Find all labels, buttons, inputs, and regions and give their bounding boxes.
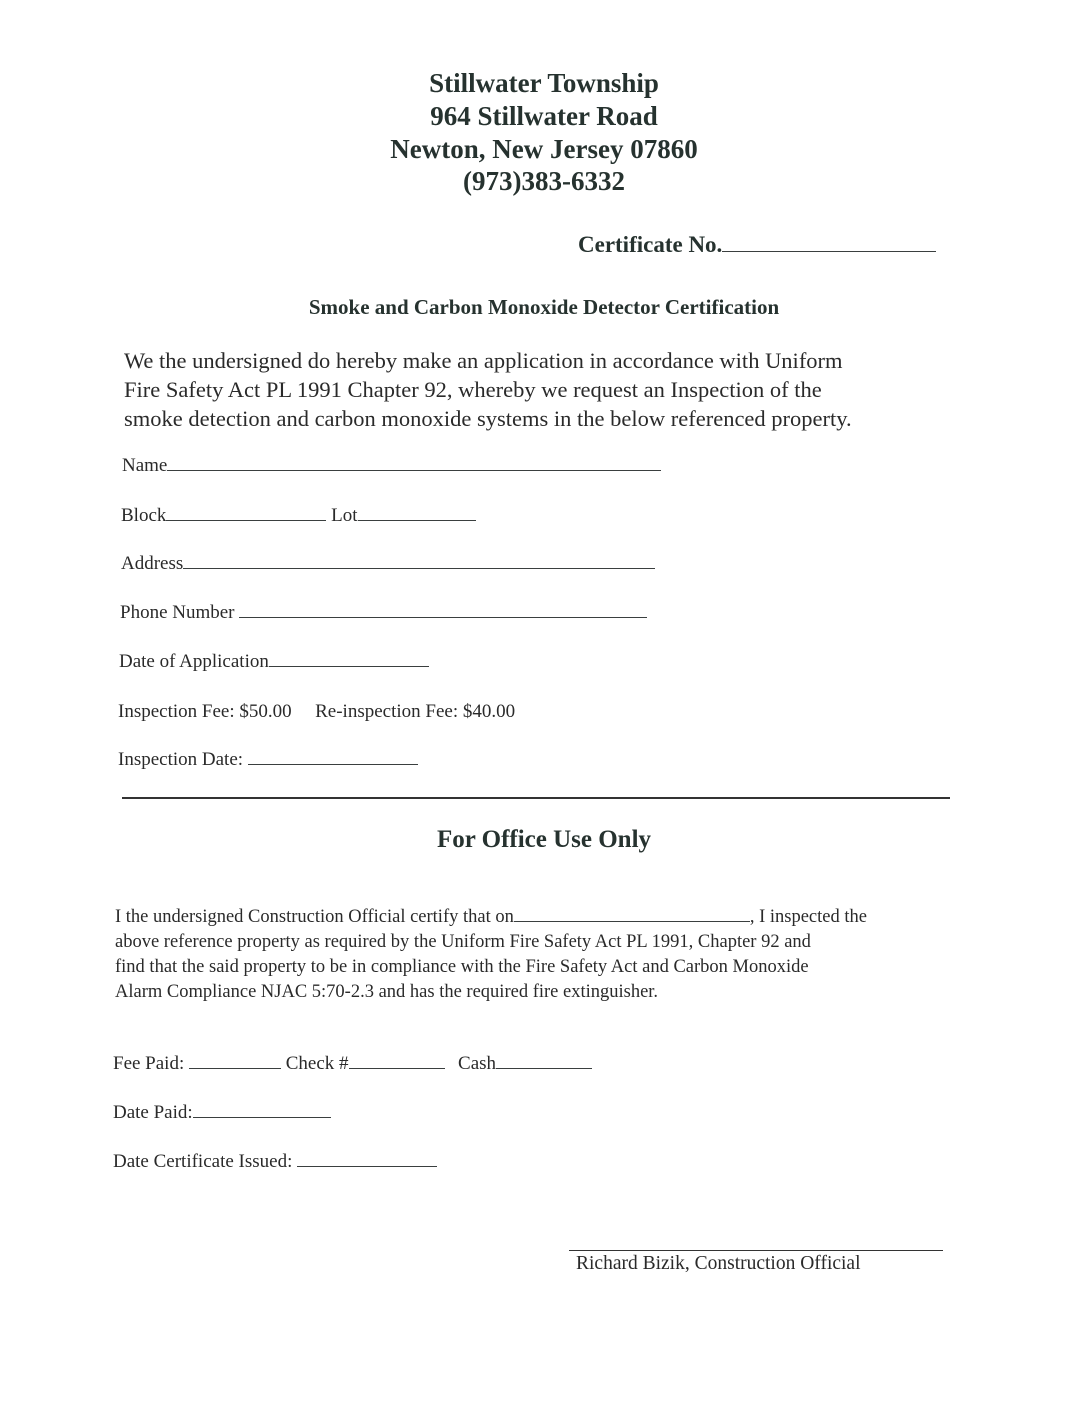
phone-row <box>120 602 647 624</box>
certification-text-post: , I inspected the <box>749 907 867 927</box>
inspection-date-label: Inspection Date: <box>118 749 244 770</box>
date-issued-field[interactable] <box>297 1165 437 1167</box>
inspection-certified-date-field[interactable] <box>514 920 750 922</box>
org-phone: (973)383-6332 <box>463 166 625 196</box>
date-of-application-label: Date of Application <box>119 651 269 672</box>
intro-line-2: Fire Safety Act PL 1991 Chapter 92, whereby we request an Inspection of the <box>124 377 822 402</box>
signature-line[interactable] <box>569 1250 943 1251</box>
name-label: Name <box>122 455 168 476</box>
check-number-label: Check # <box>285 1053 349 1074</box>
org-street: 964 Stillwater Road <box>430 101 658 131</box>
payment-row <box>113 1053 592 1075</box>
certification-line-4: Alarm Compliance NJAC 5:70-2.3 and has the required fire extinguisher. <box>115 982 659 1002</box>
fees-row <box>118 701 515 723</box>
date-paid-label: Date Paid: <box>113 1102 193 1123</box>
cash-field[interactable] <box>496 1067 592 1069</box>
inspection-fee-label: Inspection Fee: <box>118 701 235 722</box>
intro-line-1: We the undersigned do hereby make an application in accordance with Uniform <box>124 348 843 373</box>
date-paid-row <box>113 1102 331 1124</box>
intro-line-3: smoke detection and carbon monoxide systems in the below referenced property. <box>124 406 852 431</box>
certificate-number-label: Certificate No. <box>578 232 723 257</box>
cash-label: Cash <box>458 1053 497 1074</box>
block-label: Block <box>121 505 167 526</box>
certification-text-pre: I the undersigned Construction Official certify that on <box>115 907 514 927</box>
certification-line-3: find that the said property to be in compliance with the Fire Safety Act and Carbon Monoxide <box>115 957 809 977</box>
lot-label: Lot <box>331 505 358 526</box>
date-issued-row <box>113 1151 437 1173</box>
org-city-state-zip: Newton, New Jersey 07860 <box>390 134 698 164</box>
inspection-date-field[interactable] <box>248 763 418 765</box>
phone-label: Phone Number <box>120 602 235 623</box>
name-field[interactable] <box>167 469 661 471</box>
office-use-heading: For Office Use Only <box>436 826 652 853</box>
signature-caption: Richard Bizik, Construction Official <box>576 1253 861 1274</box>
check-number-field[interactable] <box>349 1067 445 1069</box>
certificate-number-row <box>578 232 936 258</box>
date-of-application-field[interactable] <box>269 665 429 667</box>
certification-line-2: above reference property as required by the Uniform Fire Safety Act PL 1991, Chapter 92 and <box>115 932 811 952</box>
section-divider <box>122 797 950 799</box>
form-title: Smoke and Carbon Monoxide Detector Certification <box>308 295 780 319</box>
fee-paid-field[interactable] <box>189 1067 281 1069</box>
certificate-number-field[interactable] <box>722 250 936 252</box>
fee-paid-label: Fee Paid: <box>113 1053 185 1074</box>
inspection-fee-amount: $50.00 <box>239 701 292 722</box>
phone-field[interactable] <box>239 616 647 618</box>
block-field[interactable] <box>166 519 326 521</box>
org-name: Stillwater Township <box>429 68 659 98</box>
address-label: Address <box>121 553 184 574</box>
block-lot-row <box>121 505 476 527</box>
certification-line-1 <box>115 905 867 930</box>
reinspection-fee-amount: $40.00 <box>462 701 516 722</box>
date-paid-field[interactable] <box>193 1116 331 1118</box>
reinspection-fee-label: Re-inspection Fee: <box>315 701 459 722</box>
address-field[interactable] <box>183 567 655 569</box>
inspection-date-row <box>118 749 418 771</box>
date-of-application-row <box>119 651 429 673</box>
address-row <box>121 553 655 575</box>
name-row <box>122 455 661 477</box>
lot-field[interactable] <box>358 519 476 521</box>
date-issued-label: Date Certificate Issued: <box>113 1151 293 1172</box>
